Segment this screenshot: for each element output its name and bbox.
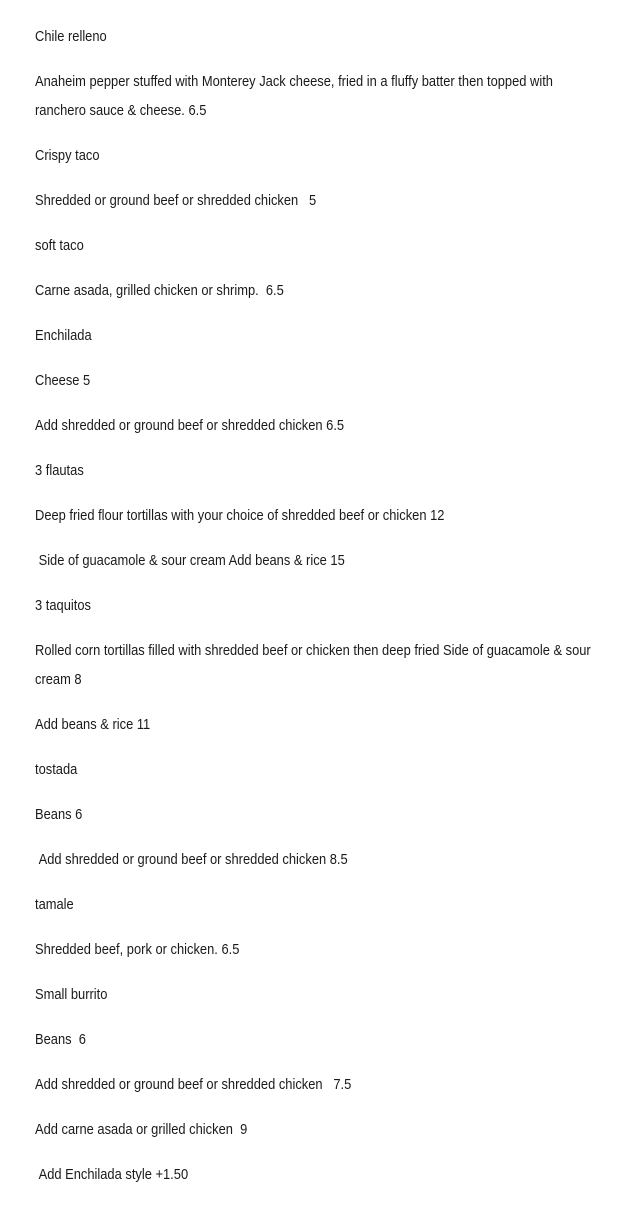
item-option: Add carne asada or grilled chicken 9 xyxy=(35,1121,248,1138)
item-option: Beans 6 xyxy=(35,1031,86,1048)
item-option: Cheese 5 xyxy=(35,372,91,389)
item-option: Add shredded or ground beef or shredded chicken 6.5 xyxy=(35,417,345,434)
item-option: Add shredded or ground beef or shredded chicken 8.5 xyxy=(35,851,348,868)
item-name: tostada xyxy=(35,761,78,778)
item-option: Side of guacamole & sour cream Add beans & rice 15 xyxy=(35,552,345,569)
item-name: 3 taquitos xyxy=(35,597,91,614)
item-option: Beans 6 xyxy=(35,806,83,823)
menu-list xyxy=(35,22,605,1205)
item-description: Rolled corn tortillas filled with shredded beef or chicken then deep fried Side of guacamole & sour cream 8 xyxy=(35,642,595,688)
item-description: Shredded beef, pork or chicken. 6.5 xyxy=(35,941,240,958)
item-description: Shredded or ground beef or shredded chicken 5 xyxy=(35,192,317,209)
item-name: soft taco xyxy=(35,237,84,254)
item-option: Add beans & rice 11 xyxy=(35,716,151,733)
item-option: Add Enchilada style +1.50 xyxy=(35,1166,189,1183)
item-name: Crispy taco xyxy=(35,147,100,164)
item-name: 3 flautas xyxy=(35,462,84,479)
item-description: Deep fried flour tortillas with your choice of shredded beef or chicken 12 xyxy=(35,507,445,524)
item-name: Chile relleno xyxy=(35,28,107,45)
item-name: tamale xyxy=(35,896,74,913)
item-description: Anaheim pepper stuffed with Monterey Jack cheese, fried in a fluffy batter then topped with ranchero sauce & cheese. 6.5 xyxy=(35,73,557,119)
item-description: Carne asada, grilled chicken or shrimp. 6.5 xyxy=(35,282,284,299)
item-name: Enchilada xyxy=(35,327,92,344)
item-option: Add shredded or ground beef or shredded chicken 7.5 xyxy=(35,1076,352,1093)
item-name: Small burrito xyxy=(35,986,108,1003)
